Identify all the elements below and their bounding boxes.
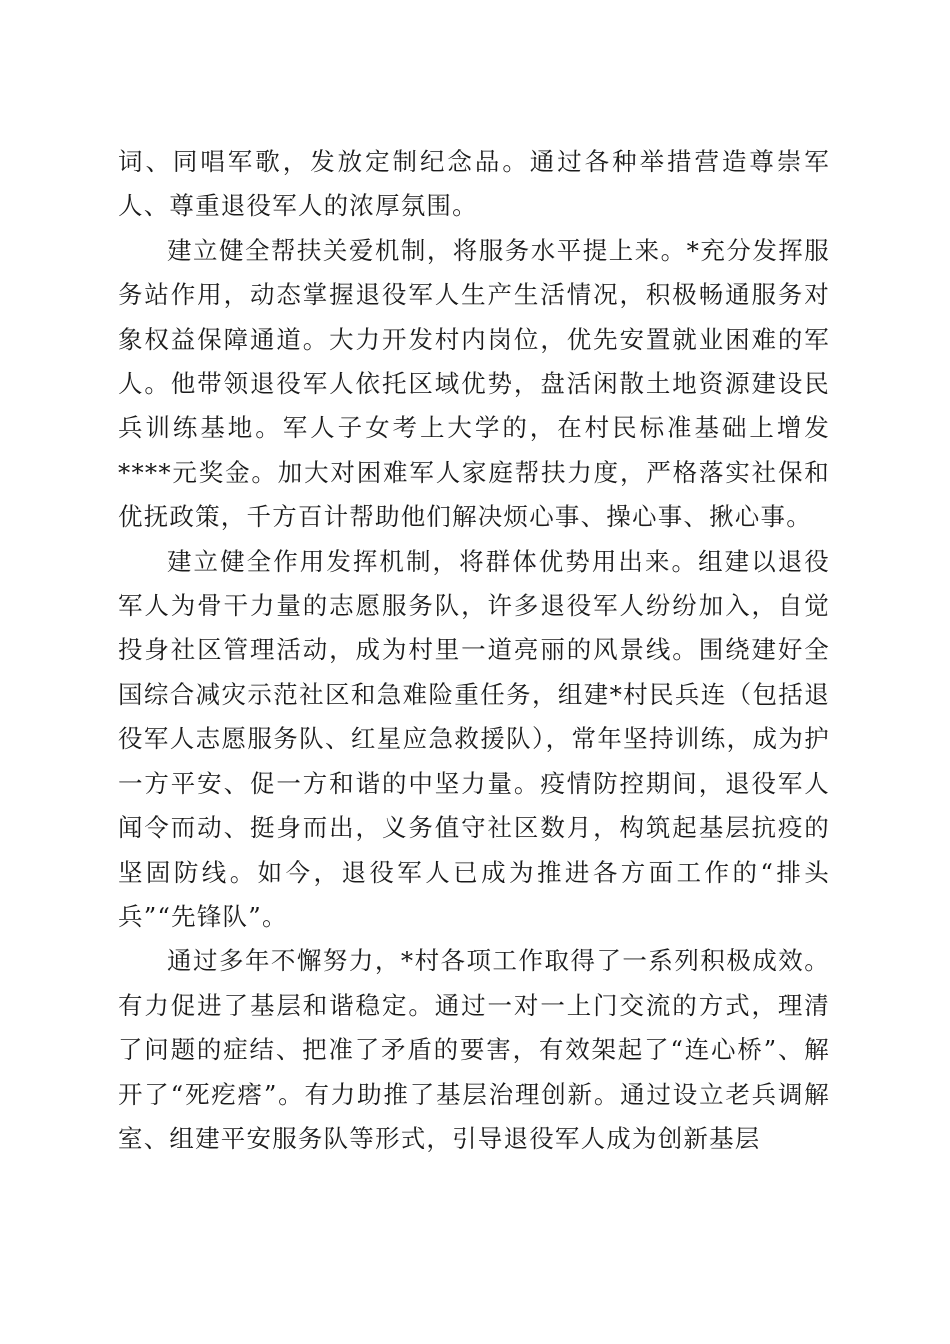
paragraph-support-mechanism: 建立健全帮扶关爱机制，将服务水平提上来。*充分发挥服务站作用，动态掌握退役军人生产生活情况，积极畅通服务对象权益保障通道。大力开发村内岗位，优先安置就业困难的军人。他带领退役军人依托区域优势，盘活闲散土地资源建设民兵训练基地。军人子女考上大学的，在村民标准基础上增发****元奖金。加大对困难军人家庭帮扶力度，严格落实社保和优抚政策，千方百计帮助他们解决烦心事、操心事、揪心事。 — [118, 235, 830, 532]
paragraph-results: 通过多年不懈努力，*村各项工作取得了一系列积极成效。有力促进了基层和谐稳定。通过一对一上门交流的方式，理清了问题的症结、把准了矛盾的要害，有效架起了“连心桥”、解开了“死疙瘩”。有力助推了基层治理创新。通过设立老兵调解室、组建平安服务队等形式，引导退役军人成为创新基层 — [118, 946, 830, 1153]
paragraph-continued: 词、同唱军歌，发放定制纪念品。通过各种举措营造尊崇军人、尊重退役军人的浓厚氛围。 — [118, 147, 830, 221]
document-body — [118, 140, 830, 1161]
paragraph-role-mechanism: 建立健全作用发挥机制，将群体优势用出来。组建以退役军人为骨干力量的志愿服务队，许多退役军人纷纷加入，自觉投身社区管理活动，成为村里一道亮丽的风景线。围绕建好全国综合减灾示范社区和急难险重任务，组建*村民兵连（包括退役军人志愿服务队、红星应急救援队），常年坚持训练，成为护一方平安、促一方和谐的中坚力量。疫情防控期间，退役军人闻令而动、挺身而出，义务值守社区数月，构筑起基层抗疫的坚固防线。如今，退役军人已成为推进各方面工作的“排头兵”“先锋队”。 — [118, 546, 830, 931]
